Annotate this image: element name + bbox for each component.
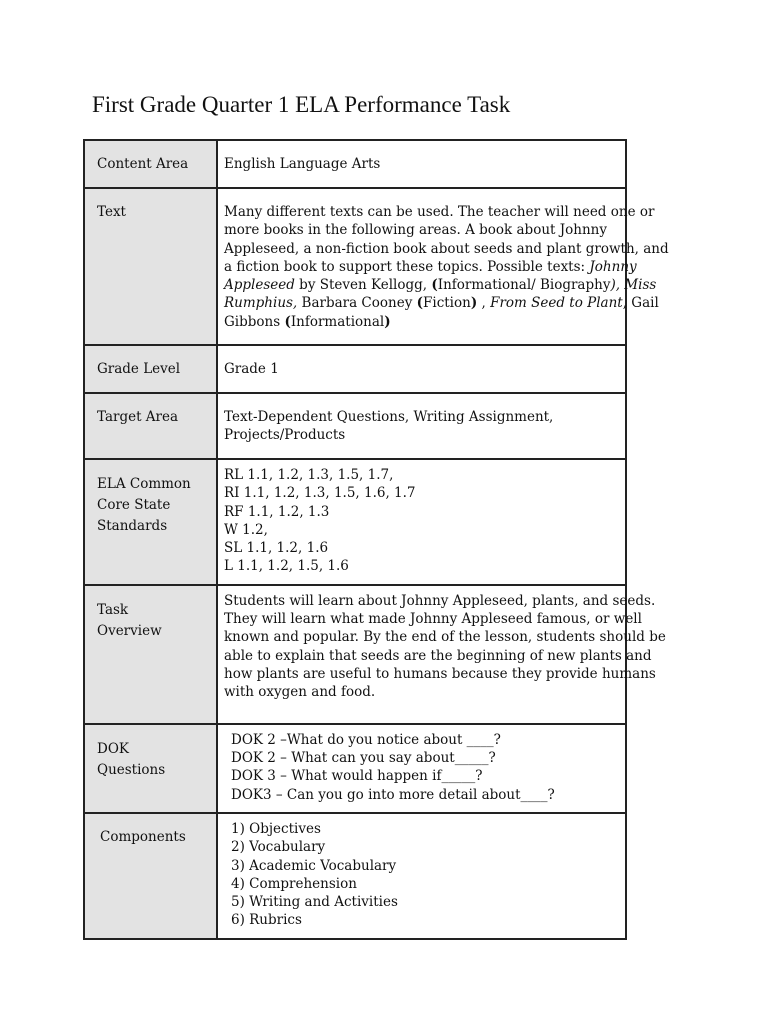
text-segment: ) [470, 295, 478, 312]
label-line: Core State [97, 497, 171, 513]
content-line: known and popular. By the end of the lesson, students should be [224, 629, 666, 646]
content-line: English Language Arts [224, 156, 381, 172]
row-content [217, 724, 626, 813]
content-line [224, 294, 659, 312]
performance-task-table [83, 139, 669, 940]
table-row [84, 188, 626, 345]
row-label: Target Area [84, 393, 217, 459]
text-segment: ( [284, 313, 291, 330]
table-row [84, 813, 626, 939]
content-line: 6) Rubrics [231, 912, 302, 929]
text-segment: , [477, 295, 491, 312]
table-row [84, 140, 626, 188]
content-line: more books in the following areas. A book about Johnny [224, 222, 607, 239]
content-line: Students will learn about Johnny Appleseed, plants, and seeds. [224, 592, 656, 609]
content-line: Grade 1 [224, 361, 279, 377]
book-title: Appleseed [224, 277, 295, 294]
content-line [224, 276, 657, 294]
content-line: DOK 2 –What do you notice about ____? [231, 731, 501, 748]
content-line: RF 1.1, 1.2, 1.3 [224, 503, 330, 520]
row-label: Grade Level [84, 345, 217, 393]
content-line: 1) Objectives [231, 820, 321, 837]
row-content [217, 585, 666, 724]
content-line: DOK 2 – What can you say about_____? [231, 750, 496, 767]
text-segment: Barbara Cooney [297, 295, 417, 312]
label-line: Questions [97, 761, 166, 778]
book-title: From Seed to Plant [490, 295, 623, 312]
content-line: able to explain that seeds are the beginning of new plants and [224, 647, 652, 664]
content-line: 3) Academic Vocabulary [231, 857, 397, 874]
label-line: DOK [97, 740, 129, 757]
content-line: RL 1.1, 1.2, 1.3, 1.5, 1.7, [224, 467, 394, 483]
row-content [217, 345, 626, 393]
text-segment: ) [384, 313, 391, 330]
book-title: Rumphius, [224, 295, 298, 312]
table-row [84, 345, 626, 393]
table-row [84, 459, 626, 585]
text-segment: ( [416, 295, 424, 312]
text-segment: Informational/ Biography [437, 277, 611, 294]
content-line: W 1.2, [224, 521, 268, 538]
row-label [84, 724, 217, 813]
content-line: RI 1.1, 1.2, 1.3, 1.5, 1.6, 1.7 [224, 485, 416, 502]
text-segment: Informational [290, 313, 385, 330]
row-content [217, 813, 626, 939]
content-line: DOK 3 – What would happen if_____? [231, 768, 483, 785]
content-line [224, 313, 617, 331]
document-title: First Grade Quarter 1 ELA Performance Task [92, 92, 511, 117]
book-title: Johnny [589, 258, 637, 275]
row-content [217, 188, 669, 345]
content-line: Text-Dependent Questions, Writing Assignment, [224, 409, 554, 425]
row-label: Text [84, 188, 217, 345]
text-segment: a fiction book to support these topics. Possible texts: [224, 258, 590, 275]
row-label [84, 459, 217, 585]
row-content [217, 140, 626, 188]
text-segment: Gibbons [224, 313, 285, 330]
content-line: Projects/Products [224, 427, 346, 444]
book-title: ), Miss [610, 277, 657, 294]
label-line: Task [97, 601, 129, 618]
content-line: SL 1.1, 1.2, 1.6 [224, 540, 329, 557]
table-row [84, 724, 626, 813]
content-line [224, 258, 637, 276]
table-row [84, 585, 626, 724]
content-line: 5) Writing and Activities [231, 894, 398, 911]
content-line: L 1.1, 1.2, 1.5, 1.6 [224, 558, 349, 575]
row-label: Content Area [84, 140, 217, 188]
content-line: They will learn what made Johnny Appleseed famous, or well [224, 611, 642, 628]
content-line: DOK3 – Can you go into more detail about____? [231, 786, 555, 803]
content-line: Many different texts can be used. The teacher will need one or [224, 204, 655, 220]
label-line: Overview [97, 622, 162, 639]
content-line: 2) Vocabulary [231, 839, 326, 856]
text-segment: Fiction [423, 295, 471, 312]
text-segment: , Gail [622, 295, 659, 312]
row-label [84, 585, 217, 724]
content-line: with oxygen and food. [224, 684, 376, 701]
content-line: Appleseed, a non-fiction book about seeds and plant growth, and [224, 240, 669, 257]
label-line: ELA Common [97, 476, 191, 492]
table-row [84, 393, 626, 459]
content-line: 4) Comprehension [231, 875, 357, 892]
content-line: how plants are useful to humans because they provide humans [224, 665, 656, 682]
row-label: Components [84, 813, 217, 939]
text-segment: ( [431, 277, 438, 294]
row-content [217, 393, 626, 459]
text-segment: by Steven Kellogg, [294, 277, 432, 294]
label-line: Standards [97, 518, 168, 534]
row-content [217, 459, 626, 585]
